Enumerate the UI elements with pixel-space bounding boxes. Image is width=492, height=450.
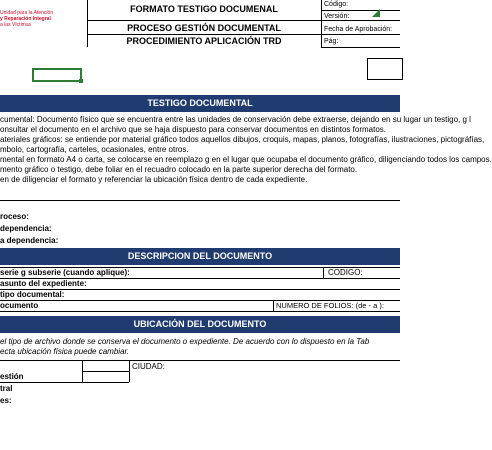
logo-line-1: Unidad para la Atención — [0, 10, 54, 16]
instruction-line: mento gráfico o testigo, debe foliar en el recuadro colocado en la parte superior derecha del formato. — [0, 165, 358, 174]
location-section-header: UBICACIÓN DEL DOCUMENTO — [0, 316, 400, 333]
instruction-line: cumental: Documento físico que se encuentra entre las unidades de conservación debe extraerse, dejando en su lugar un testigo, g l — [0, 115, 471, 124]
subject-field-label: asunto del expediente: — [0, 279, 87, 288]
series-field-label: serie g subserie (cuando aplique): — [0, 268, 130, 277]
unit-field-label: dependencia: — [0, 224, 52, 233]
meta-code-label: Código: — [324, 1, 349, 8]
folio-box — [367, 58, 403, 80]
code-field-label: CODIGO: — [328, 268, 363, 277]
check-mark-icon — [372, 9, 380, 17]
instruction-line: ateriales gráficos: se entiende por material gráfico todos aquellos dibujos, croquis, mapas, planos, fotografías, ilustraciones, pictográfías, — [0, 135, 485, 144]
city-field-label: CIUDAD: — [132, 362, 165, 371]
meta-approval-label: Fecha de Aprobación: — [324, 26, 393, 33]
meta-page-label: Pág: — [324, 38, 339, 45]
instruction-line: mental en formato A4 o carta, se colocarse en reemplazo g en el lugar que ocupaba el documento gráfico, diligenciando todos los campos. — [0, 155, 492, 164]
logo-line-2: y Reparación Integral — [0, 16, 51, 22]
instruction-line: mbolo, cartografía, carteles, ocasionales, entre otros. — [0, 145, 189, 154]
location-note-line-1: el tipo de archivo donde se conserva el documento o expediente. De acuerdo con lo dispuesto en la Tab — [0, 337, 370, 346]
location-row-label: es: — [0, 396, 12, 405]
selected-cell[interactable] — [32, 68, 82, 82]
instruction-line: onsultar el documento en el archivo que se haja dispuesto para conservar documentos en distintos formatos. — [0, 125, 386, 134]
process-title: PROCESO GESTIÓN DOCUMENTAL — [127, 23, 281, 33]
location-row-label: estión — [0, 372, 24, 381]
meta-version-label: Versión: — [324, 13, 350, 20]
location-row-label: tral — [0, 384, 13, 393]
format-title: FORMATO TESTIGO DOCUMENAL — [130, 4, 278, 14]
sub-unit-field-label: a dependencia: — [0, 236, 59, 245]
logo-line-3: a las Víctimas — [0, 22, 32, 28]
document-field-label: ocumento — [0, 301, 39, 310]
cell-fill-handle[interactable] — [79, 79, 83, 83]
folios-field-label: NUMERO DE FOLIOS: (de - a ): — [276, 301, 384, 310]
location-note-line-2: ecta ubicación física puede cambiar. — [0, 347, 130, 356]
procedure-title: PROCEDIMIENTO APLICACIÓN TRD — [126, 36, 282, 46]
instruction-line: en de diligenciar el formato y referenciar la ubicación física dentro de cada expediente. — [0, 175, 308, 184]
doc-type-field-label: tipo documental: — [0, 290, 65, 299]
witness-section-header: TESTIGO DOCUMENTAL — [0, 95, 400, 112]
description-section-header: DESCRIPCION DEL DOCUMENTO — [0, 248, 400, 265]
process-field-label: roceso: — [0, 212, 29, 221]
